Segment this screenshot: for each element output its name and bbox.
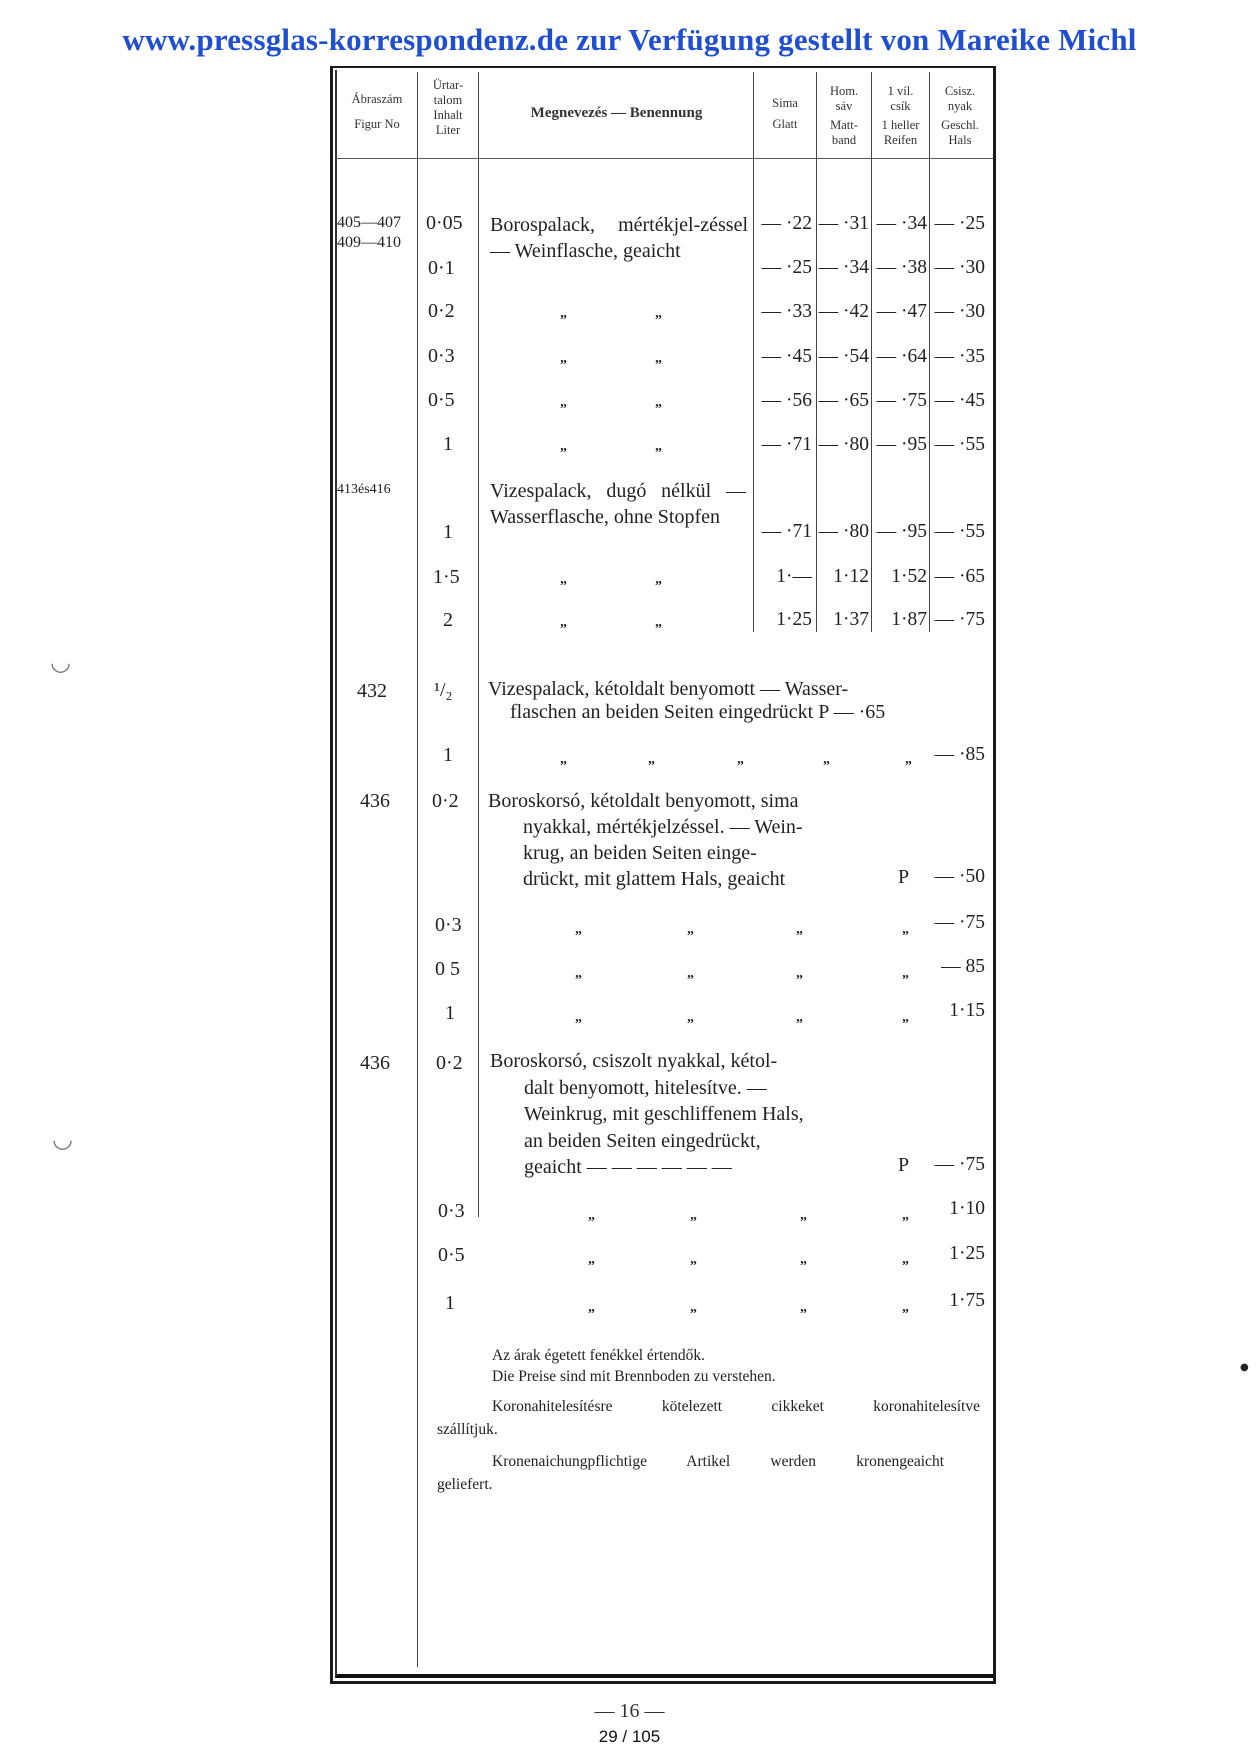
capacity: ¹/₂ xyxy=(434,679,453,701)
ditto-mark: „ xyxy=(655,615,662,630)
item-description: drückt, mit glattem Hals, geaicht xyxy=(523,868,786,890)
header-heller-ring xyxy=(872,84,929,148)
price-cut-neck: — ·75 xyxy=(934,609,985,630)
header-text: band xyxy=(831,133,857,147)
item-description: krug, an beiden Seiten einge- xyxy=(523,842,757,864)
capacity: 0·5 xyxy=(438,1244,465,1266)
price-label: P xyxy=(898,1154,910,1176)
header-cut-neck xyxy=(930,84,990,148)
price-heller-ring: — ·38 xyxy=(876,257,927,278)
capacity: 0·2 xyxy=(432,790,459,812)
capacity: 0·3 xyxy=(435,914,462,936)
price-matt-band: — ·42 xyxy=(818,301,869,322)
price-heller-ring: — ·95 xyxy=(876,521,927,542)
price: — ·50 xyxy=(934,866,985,887)
ditto-mark: „ xyxy=(560,395,567,410)
ditto-mark: „ xyxy=(690,1208,697,1223)
header-text: nyak xyxy=(947,99,973,113)
ditto-mark: „ xyxy=(655,439,662,454)
ditto-mark: „ xyxy=(687,922,694,937)
header-text: Ürtar- xyxy=(432,78,464,92)
price-heller-ring: — ·75 xyxy=(876,390,927,411)
item-description: dalt benyomott, hitelesítve. — xyxy=(524,1077,767,1099)
ditto-mark: „ xyxy=(560,351,567,366)
header-text: Csisz. xyxy=(944,84,976,98)
header-text: talom xyxy=(433,93,463,107)
ditto-mark: „ xyxy=(648,752,655,767)
header-text: Matt- xyxy=(830,118,858,132)
ditto-mark: „ xyxy=(588,1208,595,1223)
capacity: 1 xyxy=(445,1292,455,1314)
capacity: 0·3 xyxy=(438,1200,465,1222)
item-description: geaicht — — — — — — xyxy=(524,1156,732,1178)
item-description: Boroskorsó, csiszolt nyakkal, kétol- xyxy=(490,1050,778,1072)
header-text: Figur No xyxy=(354,117,400,131)
price-plain: 1·25 xyxy=(776,609,812,630)
capacity: 0·05 xyxy=(426,212,463,234)
note-de-calibration-cont: geliefert. xyxy=(437,1476,493,1493)
price: 1·15 xyxy=(949,1000,985,1021)
ditto-mark: „ xyxy=(560,306,567,321)
capacity: 1 xyxy=(445,1002,455,1024)
note-de-calibration: Kronenaichungpflichtige Artikel werden kronengeaicht xyxy=(492,1453,944,1470)
note-hu-prices: Az árak égetett fenékkel értendők. xyxy=(492,1347,706,1364)
capacity: 0 5 xyxy=(435,958,460,980)
price: — ·85 xyxy=(934,744,985,765)
ditto-mark: „ xyxy=(687,966,694,981)
item-description: Borospalack, mértékjel-zéssel — Weinflasche, geaicht xyxy=(490,214,748,262)
price-cut-neck: — ·35 xyxy=(934,346,985,367)
price-plain: — ·71 xyxy=(761,521,812,542)
item-description: an beiden Seiten eingedrückt, xyxy=(524,1130,761,1152)
ditto-mark: „ xyxy=(800,1300,807,1315)
header-plain xyxy=(754,96,816,132)
ditto-mark: „ xyxy=(902,1300,909,1315)
price-plain: — ·33 xyxy=(761,301,812,322)
header-text: Liter xyxy=(435,123,461,137)
col-divider xyxy=(478,72,479,1217)
capacity: 0·2 xyxy=(428,300,455,322)
ditto-mark: „ xyxy=(902,1252,909,1267)
col-divider xyxy=(753,72,754,632)
price-plain: 1·— xyxy=(776,566,812,587)
price-cut-neck: — ·30 xyxy=(934,301,985,322)
header-text: 1 víl. xyxy=(887,84,914,98)
header-text: Hals xyxy=(948,133,972,147)
ditto-mark: „ xyxy=(575,922,582,937)
page-counter: 29 / 105 xyxy=(598,1727,661,1746)
price-heller-ring: — ·47 xyxy=(876,301,927,322)
item-description: Boroskorsó, kétoldalt benyomott, sima xyxy=(488,790,799,812)
ditto-mark: „ xyxy=(655,572,662,587)
item-description: Weinkrug, mit geschliffenem Hals, xyxy=(524,1103,804,1125)
header-figure-no xyxy=(337,92,417,132)
price: 1·75 xyxy=(949,1290,985,1311)
header-text: sáv xyxy=(835,99,853,113)
ditto-mark: „ xyxy=(588,1300,595,1315)
capacity: 0·3 xyxy=(428,345,455,367)
capacity: 0·2 xyxy=(436,1052,463,1074)
note-de-prices: Die Preise sind mit Brennboden zu verstehen. xyxy=(492,1368,776,1385)
price-cut-neck: — ·55 xyxy=(934,434,985,455)
ditto-mark: „ xyxy=(575,1010,582,1025)
ditto-mark: „ xyxy=(902,1208,909,1223)
col-divider xyxy=(417,72,418,1667)
header-capacity xyxy=(418,78,478,138)
figure-no: 436 xyxy=(360,790,390,812)
ditto-mark: „ xyxy=(655,351,662,366)
price-matt-band: — ·80 xyxy=(818,434,869,455)
price: — ·75 xyxy=(934,1154,985,1175)
ditto-mark: „ xyxy=(687,1010,694,1025)
price-matt-band: 1·12 xyxy=(833,566,869,587)
price-matt-band: — ·80 xyxy=(818,521,869,542)
header-text: Ábraszám xyxy=(351,92,403,106)
price-heller-ring: — ·95 xyxy=(876,434,927,455)
col-divider xyxy=(929,72,930,632)
item-description: Vizespalack, kétoldalt benyomott — Wasser- xyxy=(488,678,849,700)
ditto-mark: „ xyxy=(560,752,567,767)
header-matt-band xyxy=(817,84,871,148)
header-text: Geschl. xyxy=(941,118,979,132)
price: 1·10 xyxy=(949,1198,985,1219)
price: — 85 xyxy=(941,956,985,977)
printed-page-number: — 16 — xyxy=(594,1700,665,1722)
ditto-mark: „ xyxy=(796,966,803,981)
ditto-mark: „ xyxy=(902,922,909,937)
price-cut-neck: — ·25 xyxy=(934,213,985,234)
price-plain: — ·45 xyxy=(761,346,812,367)
price-label: P xyxy=(898,866,910,888)
scan-dot: ● xyxy=(1240,1362,1249,1373)
price-matt-band: 1·37 xyxy=(833,609,869,630)
price-plain: — ·25 xyxy=(761,257,812,278)
note-hu-calibration-cont: szállítjuk. xyxy=(437,1421,498,1438)
price-cut-neck: — ·65 xyxy=(934,566,985,587)
header-text: 1 heller xyxy=(881,118,920,132)
binding-hole-mark: ◡ xyxy=(50,648,71,676)
capacity: 1 xyxy=(443,433,453,455)
capacity: 1 xyxy=(443,521,453,543)
price: — ·75 xyxy=(934,912,985,933)
ditto-mark: „ xyxy=(560,439,567,454)
ditto-mark: „ xyxy=(905,752,912,767)
header-text: Sima xyxy=(772,96,798,110)
watermark-header[interactable]: www.pressglas-korrespondenz.de zur Verfügung gestellt von Mareike Michl xyxy=(122,22,1137,57)
price-cut-neck: — ·30 xyxy=(934,257,985,278)
price-matt-band: — ·65 xyxy=(818,390,869,411)
item-description: nyakkal, mértékjelzéssel. — Wein- xyxy=(523,816,803,838)
header-divider xyxy=(335,158,993,159)
price-matt-band: — ·34 xyxy=(818,257,869,278)
ditto-mark: „ xyxy=(588,1252,595,1267)
figure-no: 436 xyxy=(360,1052,390,1074)
binding-hole-mark: ◡ xyxy=(52,1125,73,1153)
ditto-mark: „ xyxy=(737,752,744,767)
header-description: Megnevezés — Benennung xyxy=(530,105,703,121)
price-heller-ring: 1·52 xyxy=(891,566,927,587)
price-heller-ring: 1·87 xyxy=(891,609,927,630)
figure-no: 405—407 xyxy=(337,214,401,231)
ditto-mark: „ xyxy=(796,1010,803,1025)
col-divider xyxy=(816,72,817,632)
capacity: 0·5 xyxy=(428,389,455,411)
figure-no: 413és416 xyxy=(337,482,391,497)
capacity: 2 xyxy=(443,609,453,631)
capacity: 1 xyxy=(443,744,453,766)
figure-no: 409—410 xyxy=(337,234,401,251)
ditto-mark: „ xyxy=(902,966,909,981)
item-description: Vizespalack, dugó nélkül — Wasserflasche, ohne Stopfen xyxy=(490,480,746,528)
note-hu-calibration: Koronahitelesítésre kötelezett cikkeket koronahitelesítve xyxy=(492,1398,980,1415)
col-divider xyxy=(871,72,872,632)
ditto-mark: „ xyxy=(690,1300,697,1315)
capacity: 0·1 xyxy=(428,257,455,279)
price-heller-ring: — ·34 xyxy=(876,213,927,234)
header-text: Reifen xyxy=(883,133,918,147)
ditto-mark: „ xyxy=(800,1208,807,1223)
header-text: Glatt xyxy=(772,117,798,131)
price-matt-band: — ·54 xyxy=(818,346,869,367)
ditto-mark: „ xyxy=(823,752,830,767)
price-plain: — ·71 xyxy=(761,434,812,455)
price-plain: — ·56 xyxy=(761,390,812,411)
price-matt-band: — ·31 xyxy=(818,213,869,234)
item-description: flaschen an beiden Seiten eingedrückt P — ·65 xyxy=(510,701,886,723)
header-text: Inhalt xyxy=(433,108,463,122)
ditto-mark: „ xyxy=(575,966,582,981)
price-plain: — ·22 xyxy=(761,213,812,234)
ditto-mark: „ xyxy=(655,395,662,410)
ditto-mark: „ xyxy=(690,1252,697,1267)
header-text: csík xyxy=(890,99,911,113)
header-text: Hom. xyxy=(829,84,859,98)
ditto-mark: „ xyxy=(655,306,662,321)
price-heller-ring: — ·64 xyxy=(876,346,927,367)
ditto-mark: „ xyxy=(796,922,803,937)
ditto-mark: „ xyxy=(560,615,567,630)
price: 1·25 xyxy=(949,1243,985,1264)
price-cut-neck: — ·55 xyxy=(934,521,985,542)
capacity: 1·5 xyxy=(433,566,460,588)
figure-no: 432 xyxy=(357,680,387,702)
ditto-mark: „ xyxy=(800,1252,807,1267)
price-cut-neck: — ·45 xyxy=(934,390,985,411)
ditto-mark: „ xyxy=(560,572,567,587)
ditto-mark: „ xyxy=(902,1010,909,1025)
